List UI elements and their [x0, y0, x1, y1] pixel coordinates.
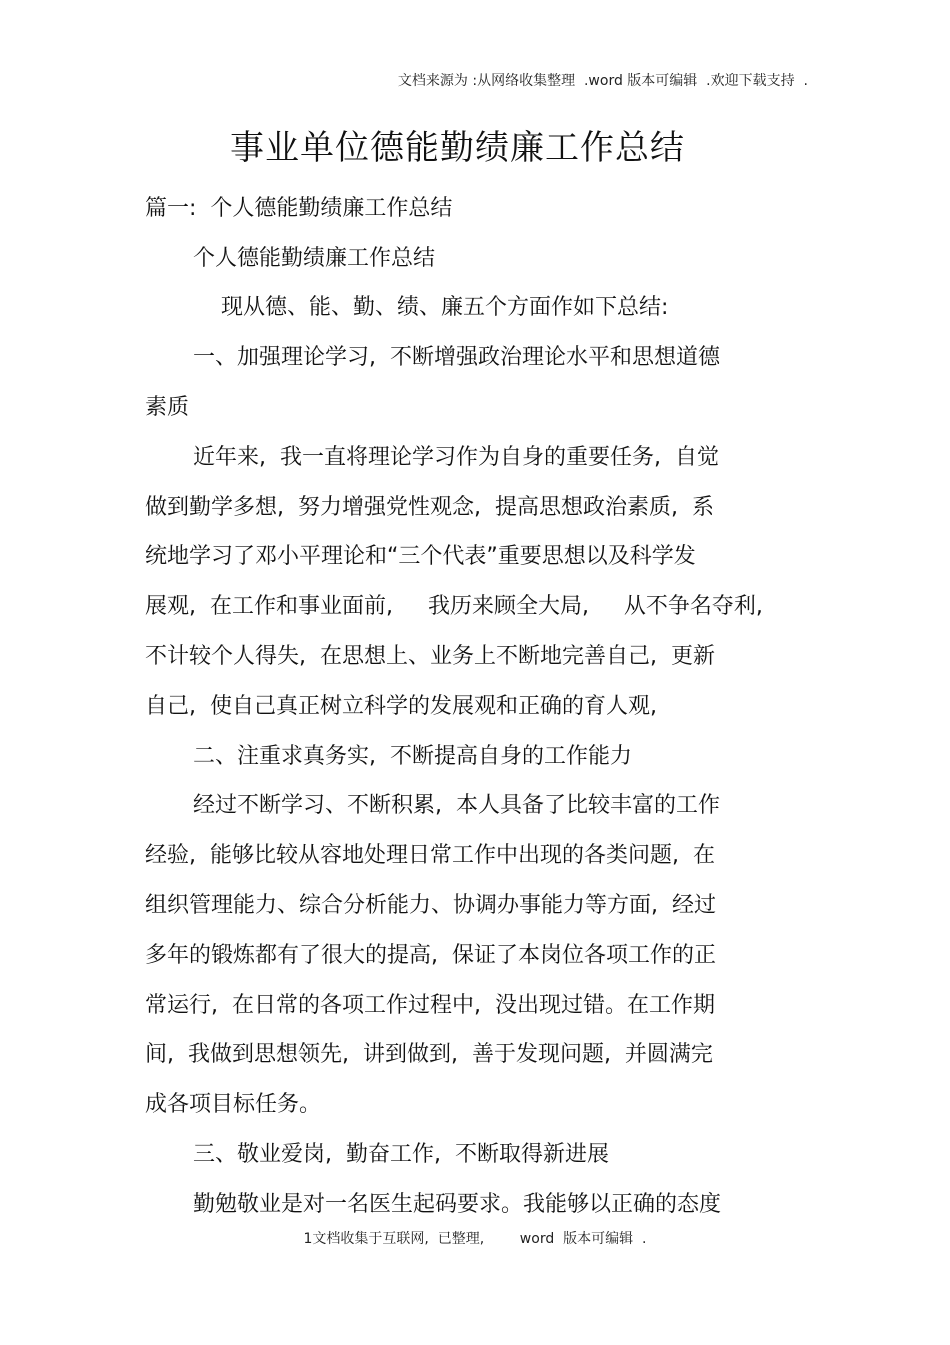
body-line: 素质	[145, 395, 190, 420]
body-line: 经过不断学习、不断积累, 本人具备了比较丰富的工作	[193, 793, 720, 818]
body-line: 组织管理能力、综合分析能力、协调办事能力等方面, 经过	[145, 893, 716, 918]
footer-note: 1文档收集于互联网, 已整理, word 版本可编辑 .	[303, 1231, 647, 1247]
body-line: 常运行, 在日常的各项工作过程中, 没出现过错。在工作期	[145, 993, 715, 1018]
body-line: 多年的锻炼都有了很大的提高, 保证了本岗位各项工作的正	[145, 943, 716, 968]
heading-three-line: 三、敬业爱岗, 勤奋工作, 不断取得新进展	[193, 1142, 609, 1167]
document-title: 事业单位德能勤绩廉工作总结	[230, 128, 685, 168]
body-line: 自己, 使自己真正树立科学的发展观和正确的育人观,	[145, 694, 657, 719]
body-line: 展观, 在工作和事业面前, 我历来顾全大局, 从不争名夺利,	[145, 594, 763, 619]
body-line: 不计较个人得失, 在思想上、业务上不断地完善自己, 更新	[145, 644, 715, 669]
body-line: 经验, 能够比较从容地处理日常工作中出现的各类问题, 在	[145, 843, 715, 868]
body-line: 统地学习了邓小平理论和“三个代表”重要思想以及科学发	[145, 544, 696, 569]
section-heading-line: 篇一: 个人德能勤绩廉工作总结	[145, 196, 453, 221]
body-line: 成各项目标任务。	[145, 1092, 322, 1117]
heading-two-line: 二、注重求真务实, 不断提高自身的工作能力	[193, 744, 632, 769]
intro-line: 现从德、能、勤、绩、廉五个方面作如下总结:	[221, 295, 669, 320]
body-line: 近年来, 我一直将理论学习作为自身的重要任务, 自觉	[193, 445, 719, 470]
body-line: 做到勤学多想, 努力增强党性观念, 提高思想政治素质, 系	[145, 495, 714, 520]
body-line: 勤勉敬业是对一名医生起码要求。我能够以正确的态度	[193, 1192, 722, 1217]
subtitle-line: 个人德能勤绩廉工作总结	[193, 246, 436, 271]
header-note: 文档来源为 :从网络收集整理 .word 版本可编辑 .欢迎下载支持 .	[397, 73, 808, 89]
body-line: 间, 我做到思想领先, 讲到做到, 善于发现问题, 并圆满完	[145, 1042, 713, 1067]
heading-one-line: 一、加强理论学习, 不断增强政治理论水平和思想道德	[193, 345, 720, 370]
